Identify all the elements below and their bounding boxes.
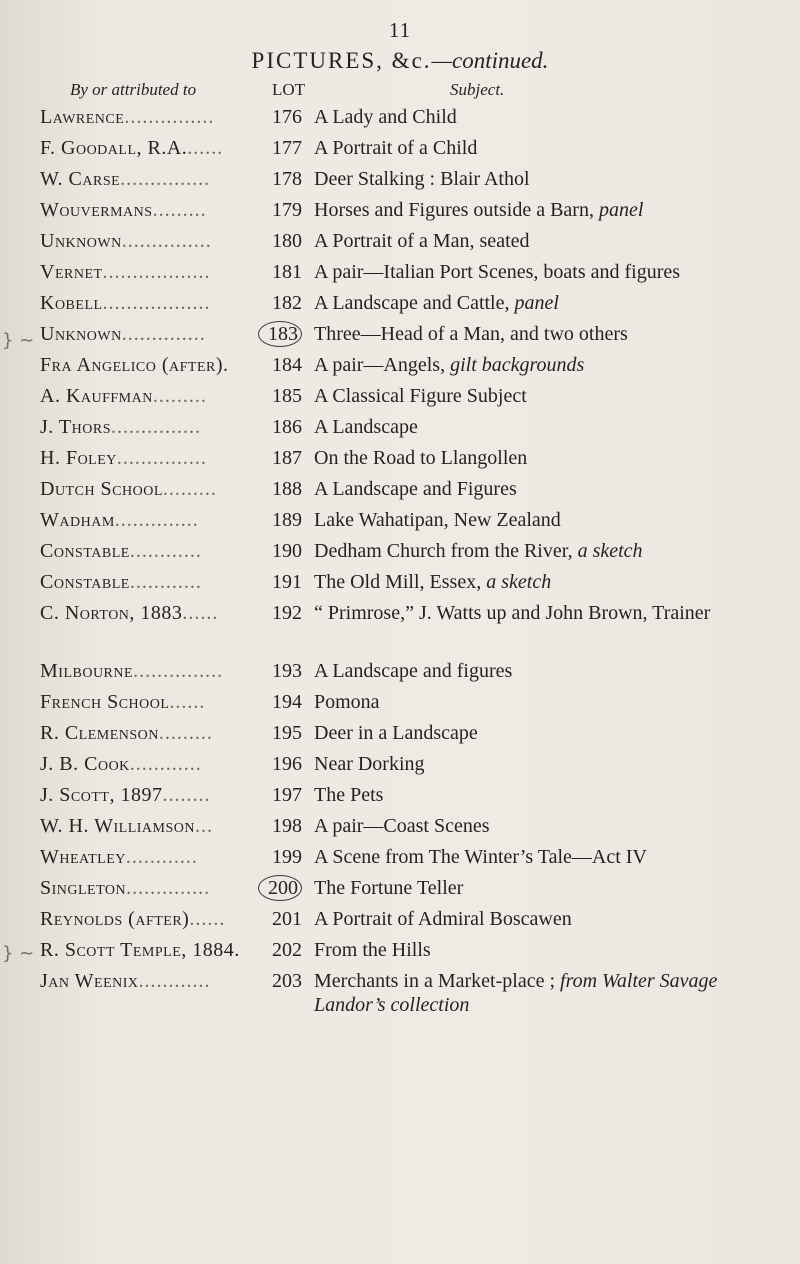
lot-row (0, 102, 800, 133)
subject-text (314, 229, 784, 253)
subject-title: Lake Wahatipan, New Zealand (314, 509, 561, 531)
subject-text (314, 167, 784, 191)
lot-row (0, 935, 800, 966)
subject-text (314, 938, 784, 962)
artist-name-text: J. Thors (40, 416, 111, 438)
leader-dots: ...... (189, 908, 226, 930)
lot-row (0, 718, 800, 749)
subject-title: A Scene from The Winter’s Tale—Act IV (314, 846, 647, 868)
subject-text (314, 845, 784, 869)
lot-number: 195 (272, 722, 302, 744)
artist-name-text: Constable (40, 571, 130, 593)
lot-number: 185 (272, 385, 302, 407)
artist-name (40, 656, 258, 687)
subject-text (314, 721, 784, 745)
pencil-bracket-mark: } ~ (2, 330, 35, 351)
artist-name (40, 164, 258, 195)
artist-name (40, 505, 258, 536)
leader-dots: ............ (138, 970, 211, 992)
lot-row (0, 749, 800, 780)
lot-number: 193 (272, 660, 302, 682)
artist-name-text: Fra Angelico (after). (40, 354, 229, 376)
subject-note: a sketch (486, 571, 552, 593)
lot-number: 181 (272, 261, 302, 283)
lot-number: 194 (272, 691, 302, 713)
subject-title: The Pets (314, 784, 384, 806)
artist-name-text: Jan Weenix (40, 970, 139, 992)
leader-dots: ...... (187, 137, 224, 159)
lot-number: 196 (272, 753, 302, 775)
subject-text (314, 322, 784, 346)
leader-dots: ............... (121, 230, 212, 252)
section-heading (0, 48, 800, 74)
subject-note: panel (514, 292, 559, 314)
subject-title: “ Primrose,” J. Watts up and John Brown, Trainer (314, 602, 711, 624)
pencil-bracket-mark: } ~ (2, 943, 35, 964)
artist-name-text: Wouvermans (40, 199, 153, 221)
leader-dots: .................. (102, 292, 211, 314)
subject-note: a sketch (577, 540, 643, 562)
subject-title: A Portrait of Admiral Boscawen (314, 908, 572, 930)
subject-text (314, 876, 784, 900)
subject-title: Three—Head of a Man, and two others (314, 323, 628, 345)
artist-name (40, 904, 258, 935)
artist-name (40, 381, 258, 412)
leader-dots: ............ (129, 540, 202, 562)
artist-name (40, 288, 258, 319)
leader-dots: .................. (102, 261, 211, 283)
artist-name (40, 226, 258, 257)
lot-row (0, 904, 800, 935)
lot-number: 197 (272, 784, 302, 806)
artist-name (40, 687, 258, 718)
page-number: 11 (388, 18, 412, 42)
subject-text (314, 508, 784, 532)
artist-name-text: Constable (40, 540, 130, 562)
artist-name (40, 567, 258, 598)
subject-title: A Portrait of a Man, seated (314, 230, 530, 252)
lot-number: 191 (272, 571, 302, 593)
subject-title: A Lady and Child (314, 106, 457, 128)
leader-dots: .............. (114, 509, 199, 531)
lot-number: 177 (272, 137, 302, 159)
subject-text (314, 907, 784, 931)
artist-name-text: C. Norton, 1883 (40, 602, 183, 624)
artist-name-text: W. Carse (40, 168, 121, 190)
subject-title: A Portrait of a Child (314, 137, 478, 159)
subject-text (314, 601, 784, 625)
lot-number: 200 (258, 875, 302, 901)
lot-row (0, 966, 800, 1024)
lot-row (0, 226, 800, 257)
subject-title: A Landscape (314, 416, 418, 438)
lot-number: 189 (272, 509, 302, 531)
subject-text (314, 291, 784, 315)
artist-name (40, 598, 258, 629)
subject-text (314, 783, 784, 807)
artist-name (40, 319, 258, 350)
subject-title: A pair—Italian Port Scenes, boats and figures (314, 261, 681, 283)
lot-number: 184 (272, 354, 302, 376)
leader-dots: ......... (152, 385, 207, 407)
artist-name-text: Singleton (40, 877, 127, 899)
artist-name (40, 443, 258, 474)
subject-title: Merchants in a Market-place ; (314, 970, 556, 992)
section-heading-main: PICTURES, &c. (251, 48, 432, 73)
subject-text (314, 570, 784, 594)
subject-title: A Classical Figure Subject (314, 385, 527, 407)
artist-name-text: Dutch School (40, 478, 163, 500)
subject-text (314, 384, 784, 408)
lot-number: 199 (272, 846, 302, 868)
artist-name-text: H. Foley (40, 447, 117, 469)
subject-title: A Landscape and Cattle, (314, 292, 510, 314)
subject-title: A Landscape and figures (314, 660, 513, 682)
lot-row (0, 381, 800, 412)
artist-name-text: Lawrence (40, 106, 125, 128)
lot-number: 202 (272, 939, 302, 961)
subject-text (314, 814, 784, 838)
leader-dots: .............. (126, 877, 211, 899)
lot-number: 187 (272, 447, 302, 469)
leader-dots: ............ (125, 846, 198, 868)
column-header-lot: LOT (272, 80, 306, 99)
subject-title: Deer in a Landscape (314, 722, 478, 744)
lot-number: 183 (258, 321, 302, 347)
subject-text (314, 539, 784, 563)
subject-note: gilt backgrounds (450, 354, 585, 376)
lot-number: 190 (272, 540, 302, 562)
lot-number: 201 (272, 908, 302, 930)
lot-row (0, 780, 800, 811)
artist-name-text: Unknown (40, 323, 122, 345)
lot-row (0, 567, 800, 598)
lot-row (0, 656, 800, 687)
lot-row (0, 811, 800, 842)
artist-name (40, 350, 258, 381)
column-header-subject: Subject. (450, 80, 505, 99)
section-heading-continued: —continued. (431, 48, 549, 73)
subject-title: Deer Stalking : Blair Athol (314, 168, 530, 190)
artist-name-text: A. Kauffman (40, 385, 153, 407)
artist-name-text: Milbourne (40, 660, 134, 682)
subject-text (314, 198, 784, 222)
lot-row (0, 842, 800, 873)
lot-row (0, 505, 800, 536)
lot-row (0, 474, 800, 505)
lot-row (0, 257, 800, 288)
subject-title: Dedham Church from the River, (314, 540, 573, 562)
lot-row (0, 443, 800, 474)
lot-row (0, 319, 800, 350)
subject-text (314, 353, 784, 377)
subject-text (314, 260, 784, 284)
lot-number: 188 (272, 478, 302, 500)
leader-dots: ...... (182, 602, 219, 624)
subject-text (314, 136, 784, 160)
lot-number: 176 (272, 106, 302, 128)
lot-list (0, 102, 800, 1024)
lot-number: 182 (272, 292, 302, 314)
lot-number: 186 (272, 416, 302, 438)
artist-name-text: French School (40, 691, 170, 713)
leader-dots: ............... (133, 660, 224, 682)
lot-row (0, 164, 800, 195)
leader-dots: ............... (110, 416, 201, 438)
lot-number: 180 (272, 230, 302, 252)
lot-row (0, 288, 800, 319)
artist-name (40, 474, 258, 505)
subject-title: The Old Mill, Essex, (314, 571, 482, 593)
artist-name (40, 811, 258, 842)
subject-title: Near Dorking (314, 753, 425, 775)
artist-name-text: Vernet (40, 261, 103, 283)
subject-text (314, 446, 784, 470)
subject-title: A pair—Angels, (314, 354, 446, 376)
lot-number: 179 (272, 199, 302, 221)
artist-name-text: R. Clemenson (40, 722, 159, 744)
artist-name-text: Wadham (40, 509, 115, 531)
subject-title: Horses and Figures outside a Barn, (314, 199, 594, 221)
artist-name (40, 195, 258, 226)
subject-title: On the Road to Llangollen (314, 447, 528, 469)
artist-name-text: Kobell (40, 292, 103, 314)
artist-name-text: F. Goodall, R.A. (40, 137, 188, 159)
artist-name (40, 718, 258, 749)
artist-name (40, 412, 258, 443)
lot-number: 178 (272, 168, 302, 190)
lot-row (0, 536, 800, 567)
lot-row (0, 350, 800, 381)
artist-name-text: J. B. Cook (40, 753, 130, 775)
subject-text (314, 752, 784, 776)
lot-row (0, 598, 800, 656)
leader-dots: ......... (162, 478, 217, 500)
subject-note: panel (598, 199, 644, 221)
subject-text (314, 105, 784, 129)
column-header-artist: By or attributed to (70, 80, 197, 99)
artist-name-text: R. Scott Temple, 1884. (40, 939, 240, 961)
leader-dots: ............... (124, 106, 215, 128)
lot-number: 192 (272, 602, 302, 624)
artist-name (40, 935, 258, 966)
leader-dots: ............... (120, 168, 211, 190)
subject-note: from Walter Savage Landor’s collection (314, 970, 718, 1016)
leader-dots: ............ (129, 753, 202, 775)
subject-text (314, 477, 784, 501)
artist-name (40, 966, 258, 997)
leader-dots: ............ (129, 571, 202, 593)
artist-name (40, 780, 258, 811)
subject-title: From the Hills (314, 939, 431, 961)
lot-number: 203 (272, 970, 302, 992)
leader-dots: ........ (162, 784, 211, 806)
leader-dots: ...... (169, 691, 206, 713)
artist-name (40, 536, 258, 567)
artist-name-text: W. H. Williamson (40, 815, 195, 837)
subject-title: Pomona (314, 691, 380, 713)
artist-name (40, 749, 258, 780)
artist-name (40, 133, 258, 164)
lot-row (0, 412, 800, 443)
lot-row (0, 687, 800, 718)
subject-text (314, 415, 784, 439)
artist-name (40, 102, 258, 133)
subject-title: A Landscape and Figures (314, 478, 517, 500)
lot-row (0, 133, 800, 164)
leader-dots: ............... (116, 447, 207, 469)
lot-row (0, 195, 800, 226)
leader-dots: ......... (152, 199, 207, 221)
artist-name (40, 842, 258, 873)
subject-title: A pair—Coast Scenes (314, 815, 490, 837)
leader-dots: .............. (121, 323, 206, 345)
artist-name (40, 257, 258, 288)
leader-dots: ... (195, 815, 213, 837)
leader-dots: ......... (158, 722, 213, 744)
artist-name-text: Wheatley (40, 846, 126, 868)
lot-number: 198 (272, 815, 302, 837)
subject-text (314, 659, 784, 683)
subject-title: The Fortune Teller (314, 877, 464, 899)
artist-name (40, 873, 258, 904)
lot-row (0, 873, 800, 904)
subject-text (314, 690, 784, 714)
subject-text (314, 969, 784, 1017)
artist-name-text: Unknown (40, 230, 122, 252)
artist-name-text: Reynolds (after) (40, 908, 190, 930)
artist-name-text: J. Scott, 1897 (40, 784, 163, 806)
